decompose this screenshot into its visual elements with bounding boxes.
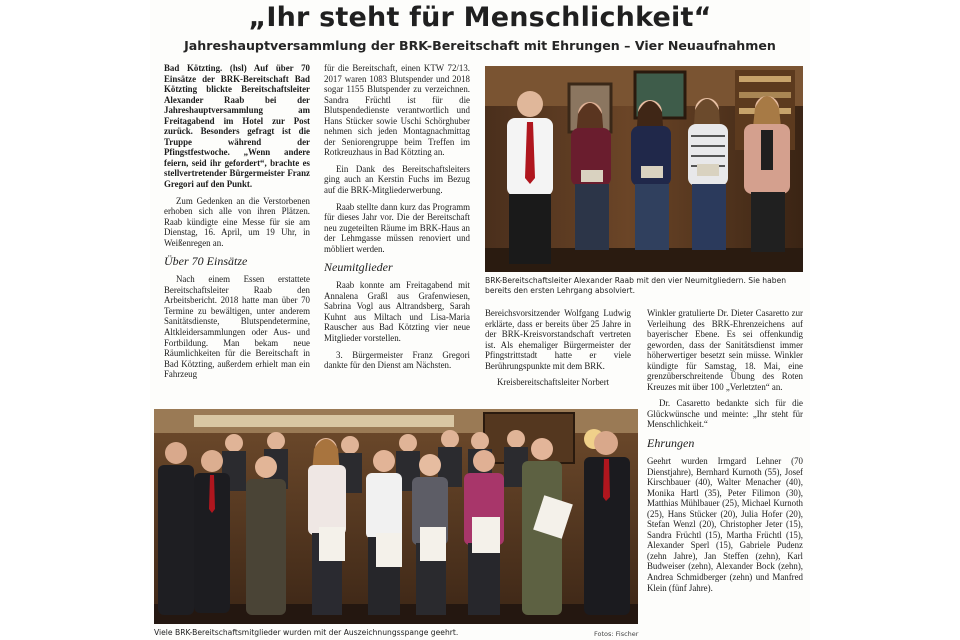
text-column-3 bbox=[485, 308, 631, 400]
article-headline: „Ihr steht für Menschlichkeit“ bbox=[248, 2, 712, 33]
lead-paragraph: Bad Kötzting. (hsl) Auf über 70 Einsätze der BRK-Bereitschaft Bad Kötzting blickte Bereitschaftsleiter Alexander Raab bei der Jahreshauptversammlung am Freitagabend im Hotel zur Post zurück. Besonders gefragt ist die Truppe während der Pfingstfestwoche. „Wenn andere feiern, seid ihr gefordert“, brachte es stellvertretender Bürgermeister Franz Gregori auf den Punkt. bbox=[164, 63, 310, 190]
section-heading: Über 70 Einsätze bbox=[164, 254, 248, 269]
section-heading: Neumitglieder bbox=[324, 260, 393, 275]
paragraph: Bereichsvorsitzender Wolfgang Ludwig erklärte, dass er bereits über 25 Jahre in der BRK-Kreisvorstandschaft vertreten ist. Als ehemaliger Bürgermeister der Pfingstrittstadt hatte er viele Berührungspunkte mit dem BRK. bbox=[485, 308, 631, 371]
text-column-1 bbox=[164, 63, 310, 400]
photo-credit: Fotos: Fischer bbox=[594, 630, 639, 638]
text-column-2 bbox=[324, 63, 470, 403]
photo-new-members bbox=[485, 66, 803, 272]
paragraph: Winkler gratulierte Dr. Dieter Casaretto zur Verleihung des BRK-Ehrenzeichens auf bayerischer Ebene. Es sei offenkundig geworden, dass der Sanitätsdienst immer höherwertiger besetzt sein müsse. Winkler kündigte für Samstag, 18. Mai, eine grenzüberschreitende Übung des Roten Kreuzes mit über 100 „Verletzten“ an. bbox=[647, 308, 803, 392]
paragraph: Raab konnte am Freitagabend mit Annalena Graßl aus Grafenwiesen, Sabrina Vogl aus Altrandsberg, Sarah Kuhnt aus Miltach und Lisa-Maria Rauscher aus Bad Kötzting vier neue Mitglieder vorstellen. bbox=[324, 280, 470, 344]
paragraph: Dr. Casaretto bedankte sich für die Glückwünsche und meinte: „Ihr steht für Menschlichkeit.“ bbox=[647, 398, 803, 430]
photo-new-members-image bbox=[485, 66, 803, 272]
paragraph: Geehrt wurden Irmgard Lehner (70 Dienstjahre), Bernhard Kurnoth (55), Josef Kirschbauer (40), Walter Menacher (40), Monika Hartl (35), Peter Filimon (30), Matthias Mühlbauer (25), Michael Kurnoth (25), Hans Stücker (20), Julia Hofer (20), Stefan Wenzl (20), Christopher Jeter (15), Sandra Früchtl (15), Martha Früchtl (15), Alexander Sperl (15), Gabriele Pudenz (zehn Jahre), Jan Steffen (zehn), Karl Budweiser (zehn), Alexander Bock (zehn), Andrea Schmidberger (zehn) und Manfred Klein (fünf Jahre). bbox=[647, 456, 803, 593]
paragraph: Kreisbereitschaftsleiter Norbert bbox=[497, 377, 610, 388]
newspaper-page bbox=[150, 0, 810, 640]
text-column-4 bbox=[647, 308, 803, 638]
photo-caption-bottom: Viele BRK-Bereitschaftsmitglieder wurden mit der Auszeichnungsspange geehrt. bbox=[154, 628, 459, 637]
paragraph: Zum Gedenken an die Verstorbenen erhoben sich alle von ihren Plätzen. Raab kündigte eine Messe für sie am Dienstag, 16. April, um 19 Uhr, in Weißenregen an. bbox=[164, 195, 310, 248]
photo-honorees-image bbox=[154, 409, 638, 624]
paragraph: Nach einem Essen erstattete Bereitschaftsleiter Raab den Arbeitsbericht. 2018 hatte man über 70 Termine zu bewältigen, unter anderem Sanitätsdienste, Blutspendetermine, Altkleidersammlungen oder Aus- und Fortbildung. Man bekam neue Räumlichkeiten für die Bereitschaft in Bad Kötzting, außerdem erhielt man ein Fahrzeug bbox=[164, 274, 310, 380]
paragraph: Raab stellte dann kurz das Programm für dieses Jahr vor. Die der Bereitschaft neu zugeteilten Räume im BRK-Haus an der Lehmgasse müssen renoviert und möbliert werden. bbox=[324, 201, 470, 254]
section-heading: Ehrungen bbox=[647, 436, 695, 451]
paragraph: 3. Bürgermeister Franz Gregori dankte für den Dienst am Nächsten. bbox=[324, 349, 470, 371]
photo-honorees bbox=[154, 409, 638, 624]
photo-caption-top: BRK-Bereitschaftsleiter Alexander Raab mit den vier Neumitgliedern. Sie haben bereits den ersten Lehrgang absolviert. bbox=[485, 276, 787, 295]
paragraph: für die Bereitschaft, einen KTW 72/13. 2017 waren 1083 Blutspender und 2018 sogar 1155 Blutspender zu verzeichnen. Sandra Früchtl ist für die Blutspendedienste verantwortlich und Hans Stücker sowie Uschi Schörghuber nehmen sich jeden Montagnachmittag der Seniorengruppe beim Treffen im Rotkreuzhaus in Bad Kötzting an. bbox=[324, 63, 470, 158]
paragraph: Ein Dank des Bereitschaftsleiters ging auch an Kerstin Fuchs im Bezug auf die BRK-Mitgliederwerbung. bbox=[324, 163, 470, 196]
article-subheadline: Jahreshauptversammlung der BRK-Bereitschaft mit Ehrungen – Vier Neuaufnahmen bbox=[184, 38, 776, 53]
